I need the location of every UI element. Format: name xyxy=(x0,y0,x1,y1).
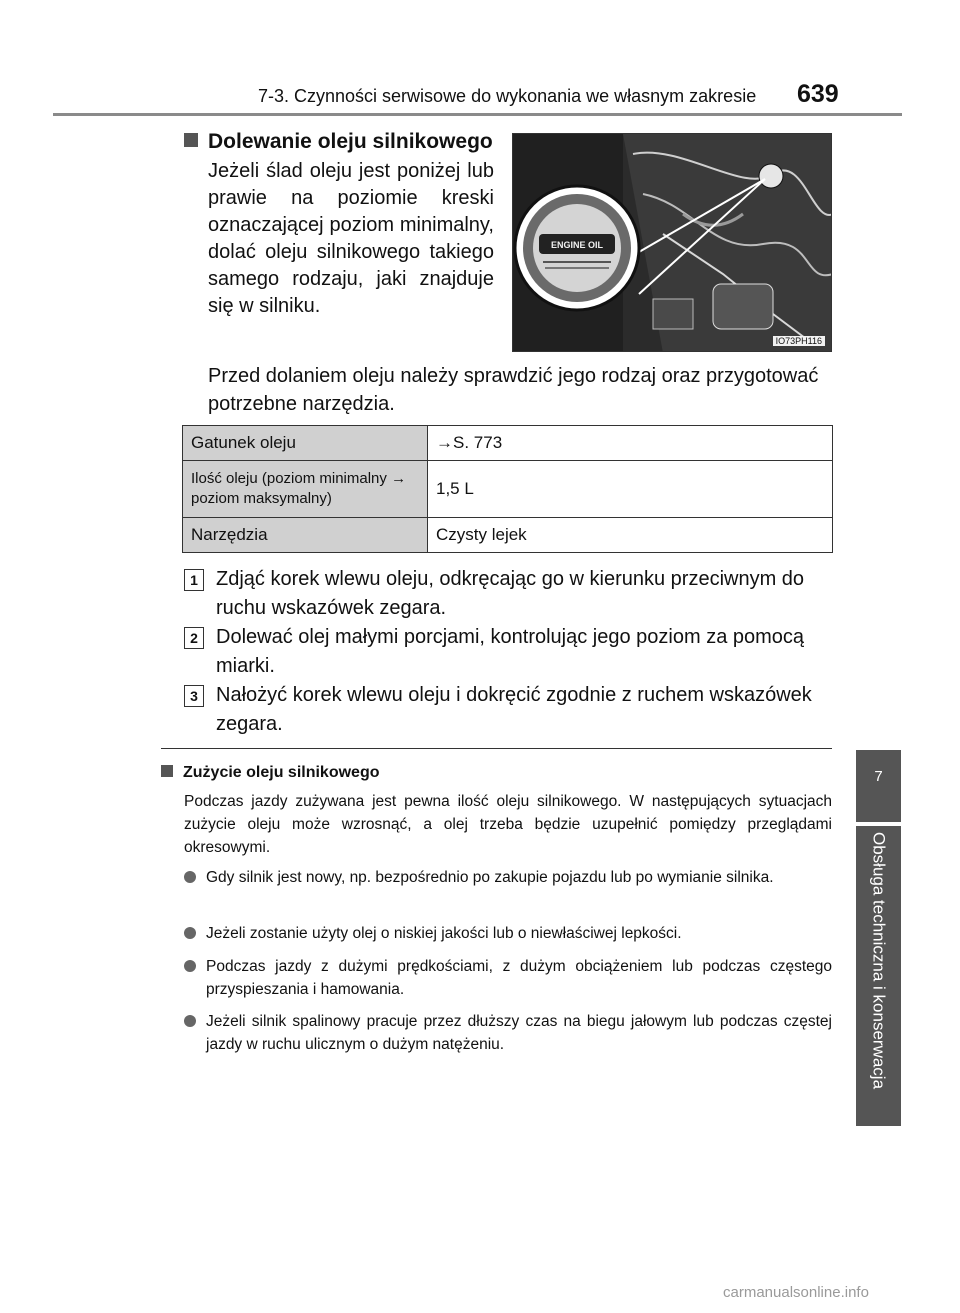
table-key: Narzędzia xyxy=(183,518,428,553)
list-item xyxy=(184,955,832,1001)
list-item xyxy=(184,922,832,945)
circle-bullet-icon xyxy=(184,1015,196,1027)
notes-body: Podczas jazdy zużywana jest pewna ilość oleju silnikowego. W następujących sytuacjach zużycie oleju może wzrosnąć, a olej trzeba będzie uzupełnić pomiędzy przeglądami okresowymi. xyxy=(184,793,832,856)
table-value: Czysty lejek xyxy=(428,518,833,553)
list-item xyxy=(184,1010,832,1056)
table-value: 1,5 L xyxy=(428,461,833,518)
list-item-text: Jeżeli silnik spalinowy pracuje przez dłuższy czas na biegu jałowym lub podczas częstej jazdy w ruchu ulicznym o dużym natężeniu. xyxy=(206,1013,832,1053)
table-key: Ilość oleju (poziom minimalny → poziom maksymalny) xyxy=(183,461,428,518)
chapter-title-tab: Obsługa techniczna i konserwacja xyxy=(856,826,901,1126)
step-3 xyxy=(184,681,834,739)
figure-caption: IO73PH116 xyxy=(773,336,825,346)
step-number-box: 2 xyxy=(184,627,204,649)
step-2 xyxy=(184,623,834,681)
header-divider xyxy=(53,113,902,116)
table-row xyxy=(183,461,833,518)
step-text: Zdjąć korek wlewu oleju, odkręcając go w kierunku przeciwnym do ruchu wskazówek zegara. xyxy=(216,568,805,619)
circle-bullet-icon xyxy=(184,960,196,972)
step-number-box: 1 xyxy=(184,569,204,591)
table-row xyxy=(183,518,833,553)
square-bullet-icon xyxy=(184,133,198,147)
list-item-text: Gdy silnik jest nowy, np. bezpośrednio po zakupie pojazdu lub po wymianie silnika. xyxy=(206,869,774,886)
engine-bay-illustration xyxy=(513,134,832,352)
circle-bullet-icon xyxy=(184,871,196,883)
engine-oil-cap-figure xyxy=(512,133,832,352)
table-row xyxy=(183,426,833,461)
list-item-text: Podczas jazdy z dużymi prędkościami, z dużym obciążeniem lub podczas częstego przyspieszania i hamowania. xyxy=(206,958,832,998)
page-number: 639 xyxy=(797,80,839,108)
section-heading xyxy=(184,130,493,154)
table-value: →S. 773 xyxy=(428,426,833,461)
list-item-text: Jeżeli zostanie użyty olej o niskiej jakości lub o niewłaściwej lepkości. xyxy=(206,925,682,942)
section-heading-text: Dolewanie oleju silnikowego xyxy=(208,130,493,153)
section-title: 7-3. Czynności serwisowe do wykonania we własnym zakresie xyxy=(258,86,757,106)
step-text: Dolewać olej małymi porcjami, kontrolując jego poziom za pomocą miarki. xyxy=(216,626,805,677)
chapter-number-tab: 7 xyxy=(856,750,901,822)
preparation-paragraph: Przed dolaniem oleju należy sprawdzić jego rodzaj oraz przygotować potrzebne narzędzia. xyxy=(208,365,819,415)
oil-spec-table xyxy=(182,425,833,553)
notes-divider xyxy=(161,748,832,749)
notes-heading-text: Zużycie oleju silnikowego xyxy=(183,764,380,781)
step-number-box: 3 xyxy=(184,685,204,707)
engine-oil-cap-label: ENGINE OIL xyxy=(550,240,604,250)
list-item xyxy=(184,866,832,889)
square-bullet-icon xyxy=(161,765,173,777)
watermark: carmanualsonline.info xyxy=(723,1284,869,1301)
circle-bullet-icon xyxy=(184,927,196,939)
step-text: Nałożyć korek wlewu oleju i dokręcić zgodnie z ruchem wskazówek zegara. xyxy=(216,684,812,735)
notes-heading xyxy=(161,764,379,782)
table-key: Gatunek oleju xyxy=(183,426,428,461)
intro-text: Jeżeli ślad oleju jest poniżej lub prawie na poziomie kreski oznaczającej poziom minimalny, dolać oleju silnikowego takiego samego rodzaju, jaki znajduje się w silniku. xyxy=(208,160,494,317)
step-1 xyxy=(184,565,834,623)
